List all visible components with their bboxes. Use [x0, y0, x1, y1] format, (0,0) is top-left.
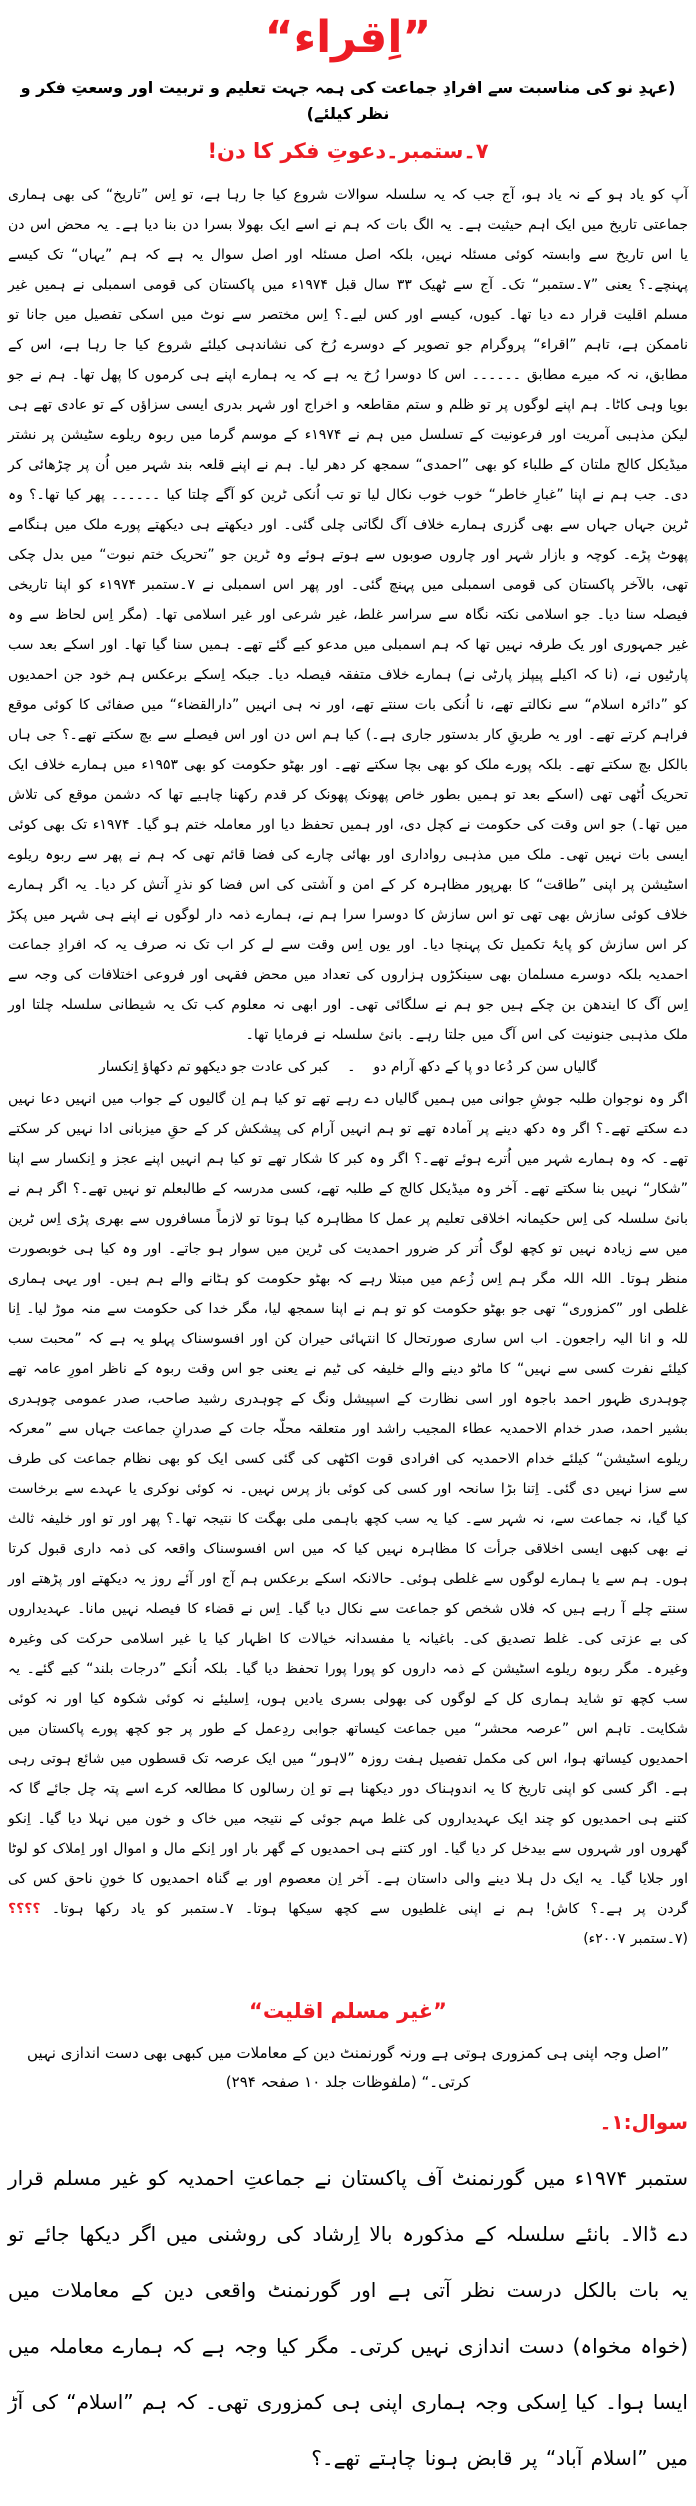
- verse-first-half: گالیاں سن کر دُعا دو پا کے دکھ آرام دو: [373, 1058, 598, 1075]
- article2-heading: ”غیر مسلم اقلیت“: [249, 1998, 447, 2023]
- article1-date-note: (۷۔ستمبر ۲۰۰۷ء): [583, 1930, 688, 1947]
- verse-line: [8, 1052, 688, 1082]
- page-title: ”اِقراء“: [264, 12, 432, 63]
- section-divider-gap: [8, 1956, 688, 1992]
- article1-body-part2-wrap: [8, 1084, 688, 1954]
- red-question-marks: ؟؟؟؟: [8, 1900, 41, 1917]
- answer-paragraph: ستمبر ۱۹۷۴ء میں گورنمنٹ آف پاکستان نے جماعتِ احمدیہ کو غیر مسلم قرار دے ڈالا۔ بانئے سلسلہ کے مذکورہ بالا اِرشاد کی روشنی میں اگر دیکھا جائے تو یہ بات بالکل درست نظر آتی ہے اور گورنمنٹ واقعی دین کے معاملات میں (خواہ مخواہ) دست اندازی نہیں کرتی۔ مگر کیا وجہ ہے کہ ہمارے معاملہ میں ایسا ہوا۔ کیا اِسکی وجہ ہماری اپنی ہی کمزوری تھی۔ کہ ہم ”اسلام“ کی آڑ میں ”اسلام آباد“ پر قابض ہونا چاہتے تھے۔؟: [8, 2166, 688, 2471]
- verse-second-half: کبر کی عادت جو دیکھو تم دکھاؤ اِنکسار: [98, 1058, 330, 1075]
- verse-separator: ۔: [347, 1058, 356, 1075]
- page-subtitle: (عہدِ نو کی مناسبت سے افرادِ جماعت کی ہمہ جہت تعلیم و تربیت اور وسعتِ فکر و نظر کیلئے): [20, 78, 676, 123]
- article1-body-part1: آپ کو یاد ہو کے نہ یاد ہو، آج جب کہ یہ سلسلہ سوالات شروع کیا جا رہا ہے، تو اِس ”تاریخ“ کی بھی ہماری جماعتی تاریخ میں ایک اہم حیثیت ہے۔ یہ الگ بات کہ ہم نے اسے ایک بھولا بسرا دن بنا دیا ہے۔ یہ محض اس دن یا اس تاریخ سے وابستہ کوئی مسئلہ نہیں، بلکہ اصل مسئلہ اور اصل سوال یہ ہے کہ ہم ”یہاں“ تک کیسے پہنچے۔؟ یعنی ”۷۔ستمبر“ تک۔ آج سے ٹھیک ۳۳ سال قبل ۱۹۷۴ء میں پاکستان کی قومی اسمبلی نے ہمیں غیر مسلم اقلیت قرار دے دیا تھا۔ کیوں، کیسے اور کس لیے۔؟ اِس مختصر سے نوٹ میں اسکی تفصیل میں جانا تو ناممکن ہے، تاہم ”اقراء“ پروگرام جو تصویر کے دوسرے رُخ کی نشاندہی کیلئے شروع کیا جا رہا ہے، اس کے مطابق، نہ کہ میرے مطابق ۔۔۔۔۔۔ اس کا دوسرا رُخ یہ ہے کہ یہ ہمارے اپنے ہی کرموں کا پھل تھا۔ ہم نے جو بویا وہی کاٹا۔ ہم اپنے لوگوں پر تو ظلم و ستم مقاطعہ و اخراج اور شہر بدری ایسی سزاؤں کے تو عادی تھے ہی لیکن مذہبی آمریت اور فرعونیت کے تسلسل میں ہم نے ۱۹۷۴ء کے موسم گرما میں ربوہ ریلوے سٹیشن پر نشتر میڈیکل کالج ملتان کے طلباء کو بھی ”احمدی“ سمجھ کر دھر لیا۔ ہم نے اپنے قلعہ بند شہر میں اُن پر چڑھائی کر دی۔ جب ہم نے اپنا ”غبارِ خاطر“ خوب خوب نکال لیا تو تب اُنکی ٹرین کو آگے چلتا کیا ۔۔۔۔۔۔ پھر کیا تھا۔؟ وہ ٹرین جہاں جہاں سے بھی گزری ہمارے خلاف آگ لگاتی چلی گئی۔ اور دیکھتے ہی دیکھتے پورے ملک میں ہنگامے پھوٹ پڑے۔ کوچہ و بازار شہر اور چاروں صوبوں سے ہوتے ہوئے وہ ٹرین جو ”تحریک ختم نبوت“ میں بدل چکی تھی، بالآخر پاکستان کی قومی اسمبلی میں پہنچ گئی۔ اور پھر اس اسمبلی نے ۷۔ستمبر ۱۹۷۴ء کو اپنا تاریخی فیصلہ سنا دیا۔ جو اسلامی نکتہ نگاہ سے سراسر غلط، غیر شرعی اور غیر اسلامی تھا۔ (مگر اِس لحاظ سے وہ غیر جمہوری اور یک طرفہ نہیں تھا کہ ہم اسمبلی میں مدعو کیے گئے تھے۔ ہمیں سنا گیا تھا۔ اور اسکے بعد سب پارٹیوں نے، (نا کہ اکیلے پیپلز پارٹی نے) ہمارے خلاف متفقہ فیصلہ دیا۔ جبکہ اِسکے برعکس ہم خود جن احمدیوں کو ”دائرہ اسلام“ سے نکالتے تھے، نا اُنکی بات سنتے تھے، اور نہ ہی انہیں ”دارالقضاء“ میں صفائی کا کوئی موقع فراہم کرتے تھے۔ اور یہ طریقِ کار بدستور جاری ہے۔) کیا ہم اس دن اور اس فیصلے سے بچ سکتے تھے۔؟ جی ہاں بالکل بچ سکتے تھے۔ بلکہ پورے ملک کو بھی بچا سکتے تھے۔ اور بھٹو حکومت کو بھی ۱۹۵۳ء میں ہمارے خلاف ایک تحریک اُٹھی تھی (اسکے بعد تو ہمیں بطور خاص پھونک پھونک کر قدم رکھنا چاہیے تھا کہ دشمن موقع کی تلاش میں تھا۔) جو اس وقت کی حکومت نے کچل دی، اور ہمیں تحفظ دیا اور معاملہ ختم ہو گیا۔ ۱۹۷۴ء تک بھی کوئی ایسی بات نہیں تھی۔ ملک میں مذہبی رواداری اور بھائی چارے کی فضا قائم تھی کہ ہم نے پھر سے ربوہ ریلوے اسٹیشن پر اپنی ”طاقت“ کا بھرپور مظاہرہ کر کے امن و آشتی کی اس فضا کو نذرِ آتش کر دیا۔ یہ اگر ہمارے خلاف کوئی سازش بھی تھی تو اس سازش کا دوسرا سرا ہم نے، ہمارے ذمہ دار لوگوں نے اپنے ہی شہر میں پکڑ کر اس سازش کو پایۂ تکمیل تک پہنچا دیا۔ اور یوں اِس وقت سے لے کر اب تک نہ صرف یہ کہ افرادِ جماعت احمدیہ بلکہ دوسرے مسلمان بھی سینکڑوں ہزاروں کی تعداد میں محض فقہی اور فروعی اختلافات کی وجہ سے اِس آگ کا ایندھن بن چکے ہیں جو ہم نے سلگائی تھی۔ اور ابھی نہ معلوم کب تک یہ شیطانی سلسلہ چلتا اور ملک مذہبی جنونیت کی اس آگ میں جلتا رہے۔ بانئ سلسلہ نے فرمایا تھا۔: [8, 186, 689, 1043]
- question-label: سوال:۱۔: [599, 2110, 688, 2135]
- article1-heading: ۷۔ستمبر۔دعوتِ فکر کا دن!: [207, 139, 489, 164]
- article2-quote: ”اصل وجہ اپنی ہی کمزوری ہوتی ہے ورنہ گورنمنٹ دین کے معاملات میں کبھی بھی دست اندازی نہیں کرتی۔“ (ملفوظات جلد ۱۰ صفحہ ۲۹۴): [27, 2044, 669, 2091]
- article1-body-part2: اگر وہ نوجوان طلبہ جوشِ جوانی میں ہمیں گالیاں دے رہے تھے تو کیا ہم اِن گالیوں کے جواب میں انہیں دعا نہیں دے سکتے تھے۔؟ اگر وہ دکھ دینے پر آمادہ تھے تو ہم انہیں آرام کی پیشکش کر کے حقِ میزبانی ادا نہیں کر سکتے تھے۔ کہ وہ ہمارے شہر میں اُترے ہوئے تھے۔؟ اگر وہ کبر کا شکار تھے تو کیا ہم انہیں اپنے عجز و اِنکسار سے اپنا ”شکار“ نہیں بنا سکتے تھے۔ آخر وہ میڈیکل کالج کے طلبہ تھے، کسی مدرسہ کے طالبعلم تو نہیں تھے۔؟ اگر ہم نے بانئ سلسلہ کی اِس حکیمانہ اخلاقی تعلیم پر عمل کا مظاہرہ کیا ہوتا تو لازماً مسافروں سے بھری پڑی اِس ٹرین میں سے زیادہ نہیں تو کچھ لوگ اُتر کر ضرور احمدیت کی ٹرین میں سوار ہو جاتے۔ اور وہ کیا ہی خوبصورت منظر ہوتا۔ اللہ اللہ مگر ہم اِس زُعم میں مبتلا رہے کہ بھٹو حکومت کو ہٹانے والے ہم ہیں۔ اور یہی ہماری غلطی اور ”کمزوری“ تھی جو بھٹو حکومت کو تو ہم نے اپنا سمجھ لیا، مگر خدا کی حکومت سے منہ موڑ لیا۔ اِنا للہ و انا الیہ راجعون۔ اب اس ساری صورتحال کا انتہائی حیران کن اور افسوسناک پہلو یہ ہے کہ ”محبت سب کیلئے نفرت کسی سے نہیں“ کا ماٹو دینے والے خلیفہ کی ٹیم نے یعنی جو اس وقت ربوہ کے ناظر امورِ عامہ تھے چوہدری ظہور احمد باجوہ اور اسی نظارت کے اسپیشل ونگ کے چوہدری رشید صاحب، صدر عمومی چوہدری بشیر احمد، صدر خدام الاحمدیہ عطاء المجیب راشد اور متعلقہ محلّہ جات کے صدرانِ جماعت جہاں سے ”معرکہ ریلوے اسٹیشن“ کیلئے خدام الاحمدیہ کی افرادی قوت اکٹھی کی گئی کسی ایک کو بھی نظام جماعت کی طرف سے سزا نہیں دی گئی۔ اِتنا بڑا سانحہ اور کسی کی کوئی باز پرس نہیں۔ نہ کوئی نوکری یا عہدے سے برخاست کیا گیا، نہ جماعت سے، نہ شہر سے۔ کیا یہ سب کچھ باہمی ملی بھگت کا نتیجہ تھا۔؟ پھر اور تو اور خلیفہ ثالث نے بھی کبھی ایسی اخلاقی جرأت کا مظاہرہ نہیں کیا کہ میں اس افسوسناک واقعہ کی ذمہ داری قبول کرتا ہوں۔ ہم سے یا ہمارے لوگوں سے غلطی ہوئی۔ حالانکہ اسکے برعکس ہم آج اور آئے روز یہ دیکھتے اور پڑھتے اور سنتے چلے آ رہے ہیں کہ فلاں شخص کو جماعت سے نکال دیا گیا۔ اِس نے قضاء کا فیصلہ نہیں مانا۔ عہدیداروں کی بے عزتی کی۔ غلط تصدیق کی۔ باغیانہ یا مفسدانہ خیالات کا اظہار کیا یا غیر اسلامی حرکت کی وغیرہ وغیرہ۔ مگر ربوہ ریلوے اسٹیشن کے ذمہ داروں کو پورا پورا تحفظ دیا گیا۔ بلکہ اُنکے ”درجات بلند“ کیے گئے۔ یہ سب کچھ تو شاید ہماری کل کے لوگوں کی بھولی بسری یادیں ہوں، اِسلیئے نہ کوئی شکوہ کیا اور نہ کوئی شکایت۔ تاہم اس ”عرصہ محشر“ میں جماعت کیساتھ جوابی ردِعمل کے طور پر جو کچھ پورے پاکستان میں احمدیوں کیساتھ ہوا، اس کی مکمل تفصیل ہفت روزہ ”لاہور“ میں ایک عرصہ تک قسطوں میں شائع ہوتی رہی ہے۔ اگر کسی کو اپنی تاریخ کا یہ اندوہناک دور دیکھنا ہے تو اِن رسالوں کا مطالعہ کرے اسے پتہ چل جائے گا کہ کتنے ہی احمدیوں کو چند ایک عہدیداروں کی غلط مہم جوئی کے نتیجہ میں خاک و خون میں نہلا دیا گیا۔ اِنکو گھروں اور شہروں سے بیدخل کر دیا گیا۔ اور کتنے ہی احمدیوں کے گھر بار اور اِنکے مال و اموال اور اِملاک کو لوٹا اور جلایا گیا۔ یہ ایک دل ہلا دینے والی داستان ہے۔ آخر اِن معصوم اور بے گناہ احمدیوں کا خونِ ناحق کس کی گردن پر ہے۔؟ کاش! ہم نے اپنی غلطیوں سے کچھ سیکھا ہوتا۔ ۷۔ستمبر کو یاد رکھا ہوتا۔: [8, 1090, 688, 1917]
